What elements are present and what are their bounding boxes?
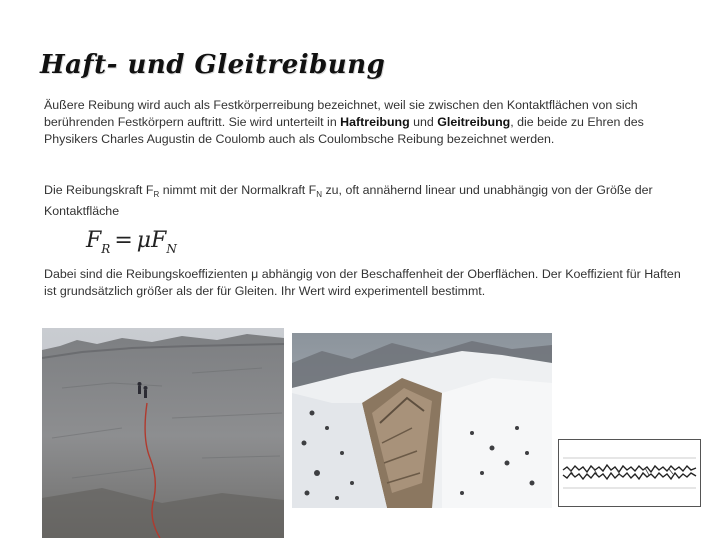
p2-sub-n: N <box>316 190 323 199</box>
p2-text-1: Die Reibungskraft F <box>44 183 154 197</box>
p2-text-3: zu, oft annähernd linear und unabhängig von der Größe der Kontaktfläche <box>44 183 653 218</box>
slide-title: Haft- und Gleitreibung <box>40 50 386 80</box>
term-static-friction: Haftreibung <box>340 115 410 129</box>
formula-equals: = <box>114 228 133 253</box>
paragraph-coefficients: Dabei sind die Reibungskoeffizienten μ abhängig von der Beschaffenheit der Oberflächen. Der Koeffizient für Haften ist grundsätzlich größer als der für Gleiten. Ihr Wert wird experimentell bestimmt. <box>44 267 681 298</box>
rough-surface-diagram <box>558 439 701 507</box>
term-sliding-friction: Gleitreibung <box>437 115 511 129</box>
rock-climbing-photo <box>42 328 284 538</box>
p1-text-1: Äußere Reibung wird auch als Festkörperreibung bezeichnet, weil sie zwischen den Kontaktflächen von sich berührenden Festkörpern auftritt. Sie wird unterteilt in <box>44 98 638 129</box>
p2-text-2: nimmt mit der Normalkraft F <box>159 183 317 197</box>
p2-sub-r: R <box>153 190 160 199</box>
formula-lhs: F <box>86 228 102 253</box>
paragraph-friction-force <box>44 182 694 220</box>
paragraph-external-friction <box>44 97 694 148</box>
formula-lhs-sub: R <box>101 242 111 256</box>
p1-text-3: , die beide zu Ehren des Physikers Charles Augustin de Coulomb auch als Coulombsche Reibung bezeichnet werden. <box>44 115 644 146</box>
friction-formula <box>86 228 177 256</box>
formula-rhs-sub: N <box>166 242 177 256</box>
formula-coef: μF <box>136 228 167 253</box>
snow-mountain-photo <box>292 333 552 508</box>
p1-text-2: und <box>409 115 438 129</box>
